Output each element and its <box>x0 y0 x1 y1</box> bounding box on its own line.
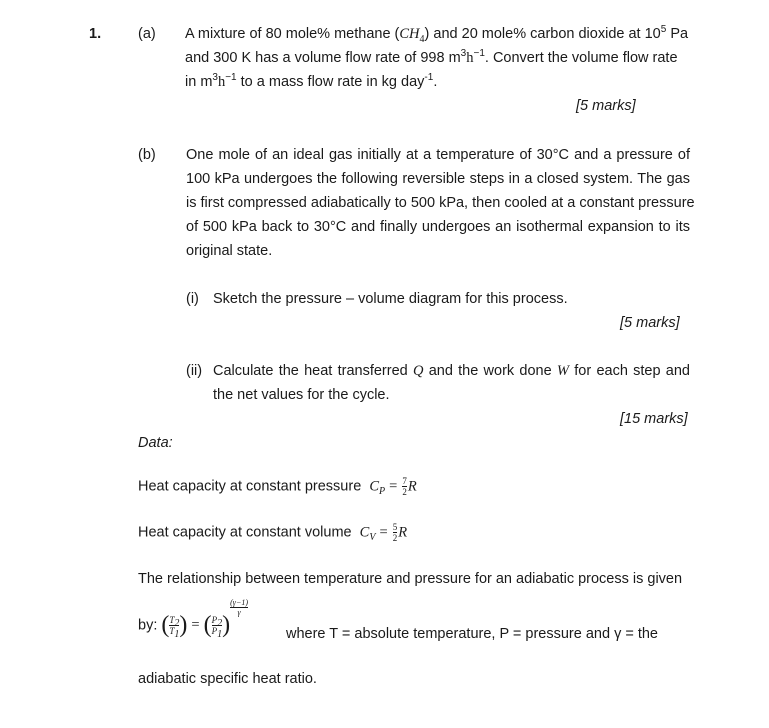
part-a-line-3: in $m^3h^{-1}$ to a mass flow rate in kg day$^{-1}$. <box>185 72 438 90</box>
part-a-line-2: and 300 K has a volume flow rate of 998 $m^3h^{-1}$. Convert the volume flow rate <box>185 48 678 66</box>
where-line: where T = absolute temperature, P = pressure and γ = the <box>286 626 658 642</box>
adiabatic-formula: by: ( $\frac{T_2}{T_1}$ ) = ( $\frac{P_2}{P_1}$ ) $\frac{(\gamma-1)}{\gamma}$ <box>138 598 249 640</box>
sub-ii-label: (ii) <box>186 363 203 379</box>
sub-ii-line-2: the net values for the cycle. <box>213 387 390 403</box>
cp-fraction: $\frac{7}{2}$ <box>402 476 407 497</box>
question-number: 1. <box>89 26 102 42</box>
cv-line: Heat capacity at constant volume $C_V$ = $\frac{5}{2}$ R <box>138 522 408 544</box>
relation-text: The relationship between temperature and pressure for an adiabatic process is given <box>138 571 683 587</box>
sub-i-marks: [5 marks] <box>620 315 680 331</box>
cp-line: Heat capacity at constant pressure $C_P$ = $\frac{7}{2}$ R <box>138 476 417 498</box>
sub-ii-marks: [15 marks] <box>620 411 688 427</box>
part-b-line-4: of 500 kPa back to 30°C and finally undergoes an isothermal expansion to its <box>186 219 690 235</box>
part-b-label: (b) <box>138 147 156 163</box>
exponent-fraction: $\frac{(\gamma-1)}{\gamma}$ <box>230 598 249 617</box>
part-b-line-5: original state. <box>186 243 273 259</box>
sub-i-label: (i) <box>186 291 199 307</box>
part-b-line-2: 100 kPa undergoes the following reversible steps in a closed system. The gas <box>186 171 690 187</box>
part-a-marks: [5 marks] <box>576 98 636 114</box>
p-ratio: $\frac{P_2}{P_1}$ <box>211 615 223 640</box>
part-b-line-3: is first compressed adiabatically to 500 kPa, then cooled at a constant pressure <box>186 195 695 211</box>
part-a-line-1: A mixture of 80 mole% methane $(CH_4)$ and 20 mole% carbon dioxide at $10^5$ Pa <box>185 24 689 45</box>
data-heading: Data: <box>138 435 173 451</box>
final-line: adiabatic specific heat ratio. <box>138 671 317 687</box>
cv-fraction: $\frac{5}{2}$ <box>392 522 398 543</box>
t-ratio: $\frac{T_2}{T_1}$ <box>169 615 180 640</box>
sub-i-text: Sketch the pressure – volume diagram for this process. <box>213 291 568 307</box>
part-b-line-1: One mole of an ideal gas initially at a temperature of 30°C and a pressure of <box>186 147 690 163</box>
part-a-label: (a) <box>138 26 156 42</box>
sub-ii-line-1: Calculate the heat transferred Q and the work done W for each step and <box>213 363 690 379</box>
